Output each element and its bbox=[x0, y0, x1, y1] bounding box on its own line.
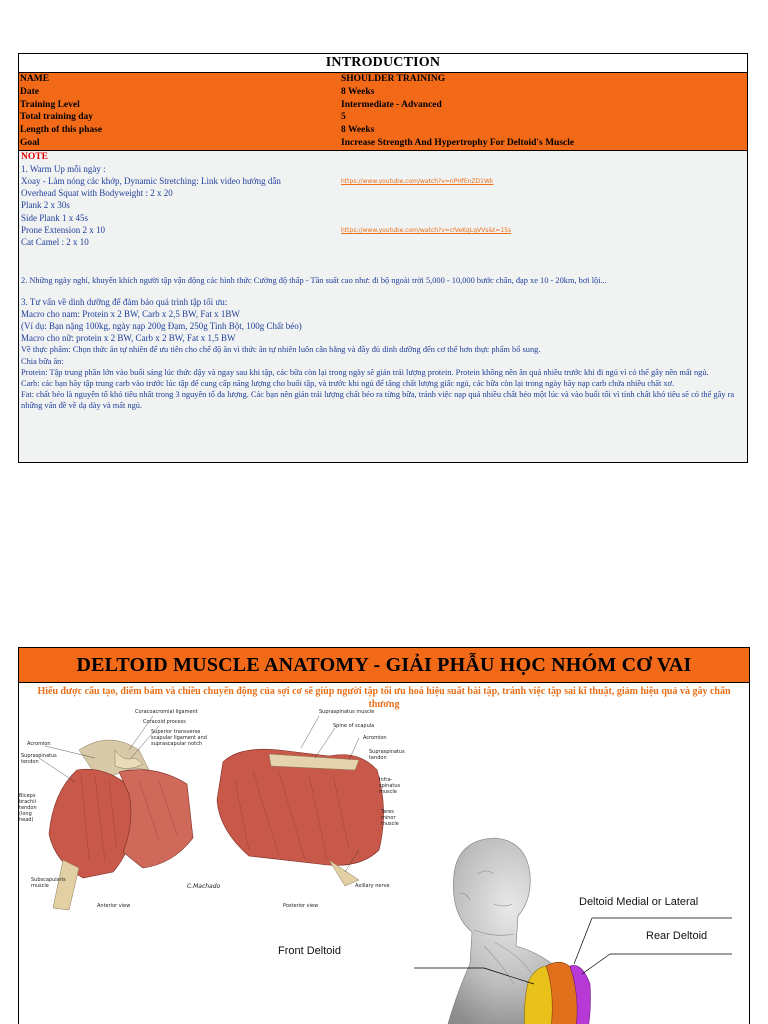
label-biceps-tendon: tendon bbox=[19, 805, 37, 811]
anatomy-title: DELTOID MUSCLE ANATOMY - GIẢI PHẪU HỌC NHÓM CƠ VAI bbox=[19, 648, 749, 683]
warmup-line: Overhead Squat with Bodyweight : 2 x 20 bbox=[21, 188, 173, 199]
food-advice: Về thực phẩm: Chọn thức ăn tự nhiên để ưu tiên cho chế độ ăn vì thức ăn tự nhiên luôn cân bằng và đầy đủ dinh dưỡng đến cơ thể hơn thực phẩm bổ sung. bbox=[21, 345, 541, 355]
macro-male: Macro cho nam: Protein x 2 BW, Carb x 2,5 BW, Fat x 1BW bbox=[21, 308, 240, 319]
fat-advice: Fat: chất béo là nguyên tố khó tiêu nhất trong 3 nguyên tố đa lượng. Các bạn nên giản trải lượng chất béo ra từng bữa, tránh việc nạp quá nhiều chất béo một lúc và vào buổi tối vì tính chất khó tiêu sẽ có thể gây ra những vấn đề về dạ dày và mất ngủ. bbox=[21, 389, 735, 410]
anatomy-subtitle: Hiểu được cấu tạo, điểm bám và chiều chuyển động của sợi cơ sẽ giúp người tập tối ưu hoá hiệu suất bài tập, tránh việc tập sai kĩ thuật, giảm hiệu quả và gây chấn thương bbox=[37, 686, 731, 710]
label-minor: minor bbox=[381, 815, 396, 821]
info-value: 8 Weeks bbox=[341, 86, 375, 97]
warmup-line: Side Plank 1 x 45s bbox=[21, 212, 89, 223]
label-coracoacromial-ligament: Coracoacromial ligament bbox=[135, 709, 198, 715]
carb-advice: Carb: các bạn hãy tập trung carb vào trước lúc tập để cung cấp năng lượng cho buổi tập, và trước khi ngủ để tăng chất lượng giấc ngủ, các bữa còn lại trong ngày hãy nạp carb chứa nhiều chất xơ. bbox=[21, 378, 675, 388]
protein-advice: Protein: Tập trung phần lớn vào buổi sáng lúc thức dậy và ngay sau khi tập, các bữa còn lại trong ngày sẽ giản trải lượng protein. Protein không nên ăn quá nhiều trước khi đi ngủ vì có thể gây nên mất ngủ. bbox=[21, 367, 709, 377]
label-anterior-view: Anterior view bbox=[97, 903, 131, 909]
label-teres: Teres bbox=[381, 809, 394, 815]
info-row-training-level bbox=[19, 99, 747, 112]
label-infraspinatus-muscle: muscle bbox=[379, 789, 397, 795]
info-label: Length of this phase bbox=[20, 125, 103, 136]
info-label: Total training day bbox=[20, 112, 94, 123]
label-suprascapular-notch: suprascapular notch bbox=[151, 741, 203, 747]
introduction-title: INTRODUCTION bbox=[19, 54, 747, 73]
info-row-name bbox=[19, 73, 747, 86]
label-head: head) bbox=[19, 817, 34, 823]
label-spinatus: spinatus bbox=[379, 783, 401, 789]
macro-example: (Ví dụ: Bạn nặng 100kg, ngày nạp 200g Đạm, 250g Tinh Bột, 100g Chất béo) bbox=[21, 320, 302, 331]
label-supraspinatus-posterior: Supraspinatus bbox=[369, 749, 405, 755]
nutrition-title: 3. Tư vấn về dinh dưỡng để đảm bảo quá trình tập tối ưu: bbox=[21, 296, 228, 307]
label-spine-of-scapula: Spine of scapula bbox=[333, 723, 375, 729]
label-front-deltoid: Front Deltoid bbox=[278, 945, 341, 957]
label-long: (long bbox=[19, 811, 32, 817]
label-superior-transverse: Superior transverse bbox=[151, 729, 201, 735]
label-acromion-posterior: Acromion bbox=[363, 735, 387, 741]
label-subscapularis: Subscapularis bbox=[31, 877, 66, 883]
note-area bbox=[19, 151, 747, 462]
posterior-shoulder-illustration bbox=[209, 710, 409, 915]
info-label: Training Level bbox=[20, 99, 80, 110]
label-axillary-nerve: Axillary nerve bbox=[355, 883, 390, 889]
info-row-length-of-phase bbox=[19, 124, 747, 137]
label-biceps: Biceps bbox=[19, 793, 36, 799]
warmup-line: Prone Extension 2 x 10 bbox=[21, 224, 105, 235]
label-tendon-posterior: tendon bbox=[369, 755, 387, 761]
label-muscle: muscle bbox=[31, 883, 49, 889]
label-tendon: tendon bbox=[21, 759, 39, 765]
label-supraspinatus: Supraspinatus bbox=[21, 753, 57, 759]
warmup-video-link[interactable]: https://www.youtube.com/watch?v=nPHfEnZD1Wk bbox=[341, 177, 494, 185]
label-brachii: brachii bbox=[19, 799, 36, 805]
illustrator-signature: C.Machado bbox=[187, 883, 221, 890]
label-acromion: Acromion bbox=[27, 741, 51, 747]
macro-female: Macro cho nữ: protein x 2 BW, Carb x 2 BW, Fat x 1,5 BW bbox=[21, 333, 236, 344]
warmup-title: 1. Warm Up mỗi ngày : bbox=[21, 163, 106, 174]
meal-split-title: Chia bữa ăn: bbox=[21, 356, 64, 366]
label-supraspinatus-muscle: Supraspinatus muscle bbox=[319, 709, 375, 715]
label-coracoid-process: Coracoid process bbox=[143, 719, 186, 725]
info-value: Increase Strength And Hypertrophy For Deltoid's Muscle bbox=[341, 137, 575, 148]
info-label: NAME bbox=[20, 74, 50, 84]
label-deltoid-medial: Deltoid Medial or Lateral bbox=[579, 896, 699, 908]
label-teres-muscle: muscle bbox=[381, 821, 399, 827]
note-title: NOTE bbox=[21, 151, 48, 162]
label-infra: Infra- bbox=[379, 777, 393, 783]
anatomy-section bbox=[18, 647, 750, 1024]
info-label: Date bbox=[20, 86, 39, 97]
info-value: 5 bbox=[341, 112, 346, 123]
info-value: SHOULDER TRAINING bbox=[341, 74, 446, 84]
deltoid-3d-illustration bbox=[414, 834, 749, 1024]
deltoid-3d-drawing bbox=[414, 834, 749, 1024]
introduction-sheet bbox=[18, 53, 748, 463]
label-posterior-view: Posterior view bbox=[283, 903, 319, 909]
info-label: Goal bbox=[20, 137, 40, 148]
info-value: 8 Weeks bbox=[341, 125, 375, 136]
info-row-total-training-day bbox=[19, 111, 747, 124]
info-row-date bbox=[19, 86, 747, 99]
rest-day-advice: 2. Những ngày nghỉ, khuyến khích người tập vận động các hình thức Cường độ thấp - Tần suất cao như: đi bộ ngoài trời 5,000 - 10,000 bước chân, đạp xe 10 - 20km, bơi lội... bbox=[21, 276, 607, 286]
warmup-line: Cat Camel : 2 x 10 bbox=[21, 237, 89, 247]
label-scapular-ligament: scapular ligament and bbox=[151, 735, 207, 741]
anterior-shoulder-illustration bbox=[19, 710, 214, 915]
info-value: Intermediate - Advanced bbox=[341, 99, 442, 110]
prone-extension-video-link[interactable]: https://www.youtube.com/watch?v=clVeKqLqVVs&t=15s bbox=[341, 226, 512, 234]
info-table bbox=[19, 73, 747, 151]
label-rear-deltoid: Rear Deltoid bbox=[646, 930, 708, 942]
info-row-goal bbox=[19, 137, 747, 150]
warmup-line: Xoay - Làm nóng các khớp, Dynamic Stretching: Link video hướng dẫn bbox=[21, 175, 281, 186]
warmup-line: Plank 2 x 30s bbox=[21, 200, 70, 211]
